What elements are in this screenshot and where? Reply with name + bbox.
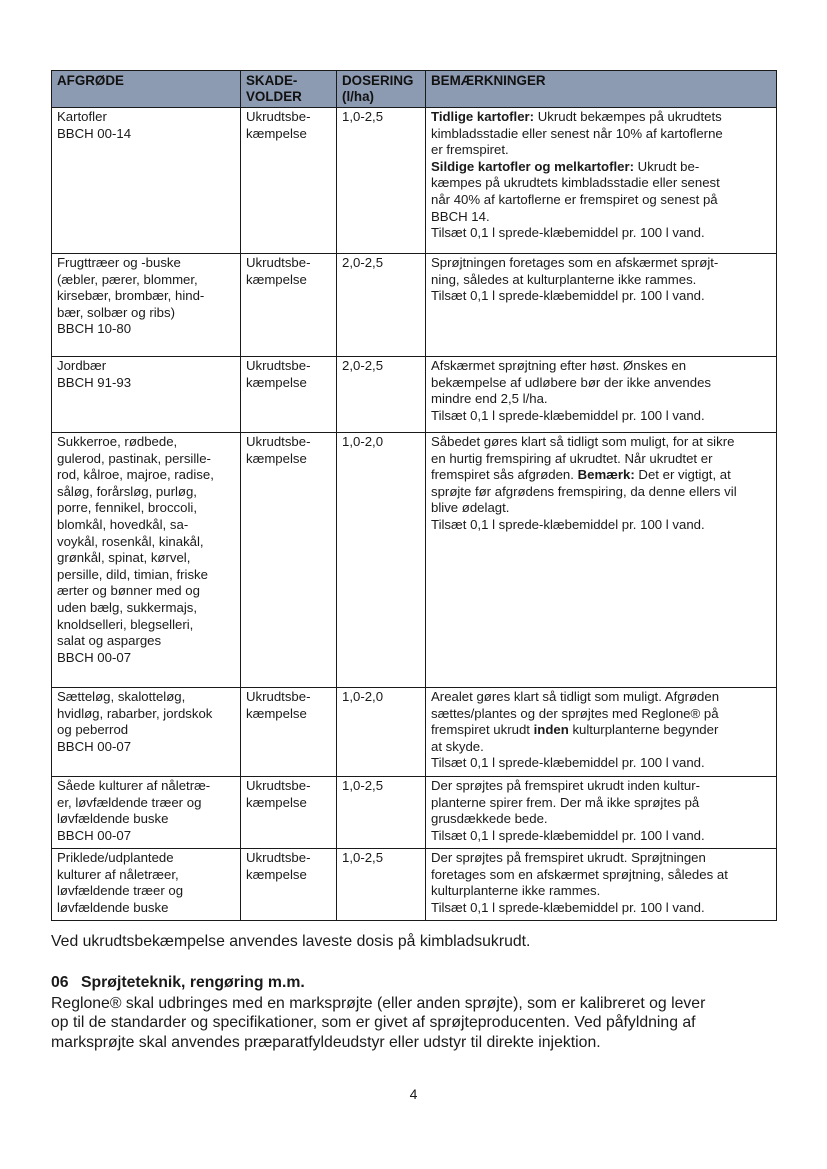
note-line [431, 706, 771, 723]
notes-cell [426, 357, 777, 433]
after-table-note: Ved ukrudtsbekæmpelse anvendes laveste dosis på kimbladsukrudt. [51, 933, 531, 950]
crop-line: knoldselleri, blegselleri, [57, 616, 194, 632]
table-row [52, 108, 777, 254]
note-line [431, 126, 771, 143]
crop-line: såløg, forårsløg, purløg, [57, 483, 197, 499]
note-text: Der sprøjtes på fremspiret ukrudt. Sprøjtningen [431, 850, 706, 865]
paragraph-line: marksprøjte skal anvendes præparatfyldeudstyr eller udstyr til direkte injektion. [51, 1033, 601, 1051]
note-line [431, 484, 771, 501]
note-text: bekæmpelse af udløbere bør der ikke anvendes [431, 374, 712, 390]
crop-line: er, løvfældende træer og [57, 794, 202, 810]
crop-line: BBCH 91-93 [57, 374, 132, 390]
dose-cell [337, 777, 426, 849]
note-line [431, 192, 771, 209]
crop-cell [52, 108, 241, 254]
crop-line: uden bælg, sukkermajs, [57, 599, 198, 615]
pest-line: Ukrudtsbe- [246, 689, 311, 704]
crop-line: Priklede/udplantede [57, 850, 174, 865]
note-emphasis: Tidlige kartofler: [431, 109, 535, 124]
note-line [431, 209, 771, 226]
note-line [431, 795, 771, 812]
note-line [431, 778, 771, 795]
note-line [431, 828, 771, 845]
note-text: Tilsæt 0,1 l sprede-klæbemiddel pr. 100 l vand. [431, 899, 705, 915]
crop-line: BBCH 00-07 [57, 738, 132, 754]
note-text: ning, således at kulturplanterne ikke rammes. [431, 271, 697, 287]
crop-line: BBCH 00-14 [57, 125, 132, 141]
crop-cell [52, 357, 241, 433]
note-text: sprøjte før afgrødens fremspiring, da denne ellers vil [431, 483, 737, 499]
note-line [431, 500, 771, 517]
note-text: kæmpes på ukrudtets kimbladsstadie eller senest [431, 175, 720, 191]
note-text: Ukrudt bekæmpes på ukrudtets [534, 109, 722, 124]
dose-cell [337, 849, 426, 921]
note-line [431, 739, 771, 756]
crop-line: Såede kulturer af nåletræ- [57, 778, 211, 793]
paragraph-line: op til de standarder og specifikationer, som er givet af sprøjteproducenten. Ved påfyldning af [51, 1014, 696, 1032]
section-heading [51, 974, 305, 992]
notes-cell [426, 108, 777, 254]
note-text: Tilsæt 0,1 l sprede-klæbemiddel pr. 100 l vand. [431, 516, 705, 532]
crop-line: ærter og bønner med og [57, 583, 200, 599]
note-text: Der sprøjtes på fremspiret ukrudt inden kultur- [431, 778, 700, 793]
crop-line: løvfældende træer og [57, 883, 184, 899]
note-emphasis: Bemærk: [577, 467, 635, 483]
crop-line: porre, fennikel, broccoli, [57, 500, 198, 516]
crop-line: hvidløg, rabarber, jordskok [57, 705, 213, 721]
note-text: Det er vigtigt, at [634, 467, 731, 483]
note-line [431, 467, 771, 484]
dosage-table-container [51, 70, 776, 921]
crop-line: Sætteløg, skalotteløg, [57, 689, 186, 704]
note-line [431, 811, 771, 828]
crop-line: rod, kålroe, majroe, radise, [57, 467, 214, 483]
note-line [431, 358, 771, 375]
pest-cell [241, 357, 337, 433]
note-line [431, 722, 771, 739]
dose-value: 2,0-2,5 [342, 358, 384, 373]
note-text: Afskærmet sprøjtning efter høst. Ønskes en [431, 358, 687, 373]
dose-cell [337, 688, 426, 777]
note-text: når 40% af kartoflerne er fremspiret og senest på [431, 191, 718, 207]
crop-cell [52, 849, 241, 921]
dose-value: 1,0-2,0 [342, 434, 384, 449]
dose-value: 1,0-2,5 [342, 778, 384, 793]
note-text: planterne spirer frem. Der må ikke sprøjtes på [431, 794, 700, 810]
note-text: Tilsæt 0,1 l sprede-klæbemiddel pr. 100 l vand. [431, 827, 705, 843]
crop-line: kulturer af nåletræer, [57, 866, 179, 882]
note-text: Ukrudt be- [634, 158, 700, 174]
notes-cell [426, 433, 777, 688]
pest-line: kæmpelse [246, 450, 307, 466]
crop-line: blomkål, hovedkål, sa- [57, 516, 189, 532]
pest-line: kæmpelse [246, 125, 307, 141]
dose-cell [337, 433, 426, 688]
pest-line: Ukrudtsbe- [246, 109, 311, 124]
pest-line: kæmpelse [246, 374, 307, 390]
pest-line: kæmpelse [246, 705, 307, 721]
crop-line: Sukkerroe, rødbede, [57, 434, 178, 449]
crop-line: Jordbær [57, 358, 107, 373]
note-text: en hurtig fremspiring af ukrudtet. Når ukrudtet er [431, 450, 713, 466]
note-line [431, 689, 771, 706]
note-line [431, 142, 771, 159]
notes-cell [426, 688, 777, 777]
dose-cell [337, 254, 426, 357]
dose-value: 1,0-2,5 [342, 109, 384, 124]
table-header-row [52, 71, 777, 108]
note-line [431, 900, 771, 917]
note-line [431, 850, 771, 867]
notes-cell [426, 254, 777, 357]
note-line [431, 109, 771, 126]
note-line [431, 391, 771, 408]
header-pest: SKADE- VOLDER [241, 71, 337, 108]
section-number: 06 [51, 974, 69, 991]
crop-cell [52, 688, 241, 777]
dose-value: 2,0-2,5 [342, 255, 384, 270]
crop-line: løvfældende buske [57, 899, 169, 915]
table-row [52, 777, 777, 849]
pest-line: kæmpelse [246, 794, 307, 810]
note-emphasis: inden [533, 722, 569, 738]
crop-line: og peberrod [57, 722, 129, 738]
note-line [431, 159, 771, 176]
crop-line: kirsebær, brombær, hind- [57, 288, 205, 304]
note-text: at skyde. [431, 738, 484, 754]
note-text: kulturplanterne begynder [568, 722, 719, 738]
pest-cell [241, 849, 337, 921]
crop-line: gulerod, pastinak, persille- [57, 450, 211, 466]
crop-line: Kartofler [57, 109, 107, 124]
note-text: Tilsæt 0,1 l sprede-klæbemiddel pr. 100 l vand. [431, 288, 705, 304]
pest-cell [241, 688, 337, 777]
notes-cell [426, 777, 777, 849]
note-line [431, 255, 771, 272]
crop-cell [52, 433, 241, 688]
page-number: 4 [409, 1086, 418, 1102]
note-text: er fremspiret. [431, 142, 509, 158]
pest-line: Ukrudtsbe- [246, 850, 311, 865]
table-row [52, 357, 777, 433]
pest-line: Ukrudtsbe- [246, 778, 311, 793]
crop-line: grønkål, spinat, kørvel, [57, 550, 191, 566]
crop-line: BBCH 00-07 [57, 649, 132, 665]
note-text: blive ødelagt. [431, 500, 510, 516]
note-text: Sprøjtningen foretages som en afskærmet sprøjt- [431, 255, 719, 270]
note-line [431, 451, 771, 468]
crop-cell [52, 254, 241, 357]
table-row [52, 254, 777, 357]
note-emphasis: Sildige kartofler og melkartofler: [431, 158, 634, 174]
paragraph-line: Reglone® skal udbringes med en marksprøjte (eller anden sprøjte), som er kalibreret og lever [51, 995, 706, 1012]
notes-cell [426, 849, 777, 921]
table-row [52, 688, 777, 777]
note-text: Tilsæt 0,1 l sprede-klæbemiddel pr. 100 l vand. [431, 407, 705, 423]
crop-line: (æbler, pærer, blommer, [57, 271, 198, 287]
note-text: Arealet gøres klart så tidligt som muligt. Afgrøden [431, 689, 720, 704]
note-text: fremspiret ukrudt [431, 722, 534, 738]
pest-line: Ukrudtsbe- [246, 255, 311, 270]
note-line [431, 272, 771, 289]
section-paragraph [51, 994, 776, 1052]
pest-cell [241, 254, 337, 357]
table-row [52, 433, 777, 688]
note-line [431, 408, 771, 425]
pest-line: Ukrudtsbe- [246, 358, 311, 373]
pest-line: kæmpelse [246, 866, 307, 882]
crop-line: salat og asparges [57, 633, 162, 649]
crop-line: BBCH 10-80 [57, 321, 132, 337]
dose-value: 1,0-2,0 [342, 689, 384, 704]
pest-line: Ukrudtsbe- [246, 434, 311, 449]
table-row [52, 849, 777, 921]
table-body [52, 108, 777, 921]
note-text: sættes/plantes og der sprøjtes med Reglone® på [431, 705, 719, 721]
note-line [431, 755, 771, 772]
note-line [431, 375, 771, 392]
pest-cell [241, 433, 337, 688]
section-title: Sprøjteteknik, rengøring m.m. [80, 974, 305, 991]
dosage-table [51, 70, 777, 921]
header-dose: DOSERING (l/ha) [337, 71, 426, 108]
note-line [431, 883, 771, 900]
note-text: Såbedet gøres klart så tidligt som muligt, for at sikre [431, 434, 735, 449]
note-line [431, 434, 771, 451]
note-text: BBCH 14. [431, 208, 490, 224]
note-text: kimbladsstadie eller senest når 10% af kartoflerne [431, 125, 723, 141]
note-line [431, 225, 771, 242]
crop-line: BBCH 00-07 [57, 827, 132, 843]
note-line [431, 175, 771, 192]
note-text: kulturplanterne ikke rammes. [431, 883, 601, 899]
dose-value: 1,0-2,5 [342, 850, 384, 865]
dose-cell [337, 108, 426, 254]
crop-line: persille, dild, timian, friske [57, 566, 208, 582]
note-text: grusdækkede bede. [431, 811, 548, 827]
crop-cell [52, 777, 241, 849]
pest-line: kæmpelse [246, 271, 307, 287]
crop-line: bær, solbær og ribs) [57, 304, 175, 320]
crop-line: Frugttræer og -buske [57, 255, 181, 270]
note-text: Tilsæt 0,1 l sprede-klæbemiddel pr. 100 l vand. [431, 225, 705, 241]
note-line [431, 517, 771, 534]
note-line [431, 867, 771, 884]
note-text: Tilsæt 0,1 l sprede-klæbemiddel pr. 100 l vand. [431, 755, 705, 771]
note-text: fremspiret sås afgrøden. [431, 467, 578, 483]
crop-line: voykål, rosenkål, kinakål, [57, 533, 204, 549]
note-text: foretages som en afskærmet sprøjtning, således at [431, 866, 728, 882]
dose-cell [337, 357, 426, 433]
crop-line: løvfældende buske [57, 811, 169, 827]
pest-cell [241, 777, 337, 849]
header-crop: AFGRØDE [52, 71, 241, 108]
note-line [431, 288, 771, 305]
header-notes: BEMÆRKNINGER [426, 71, 777, 108]
pest-cell [241, 108, 337, 254]
note-text: mindre end 2,5 l/ha. [431, 391, 548, 407]
